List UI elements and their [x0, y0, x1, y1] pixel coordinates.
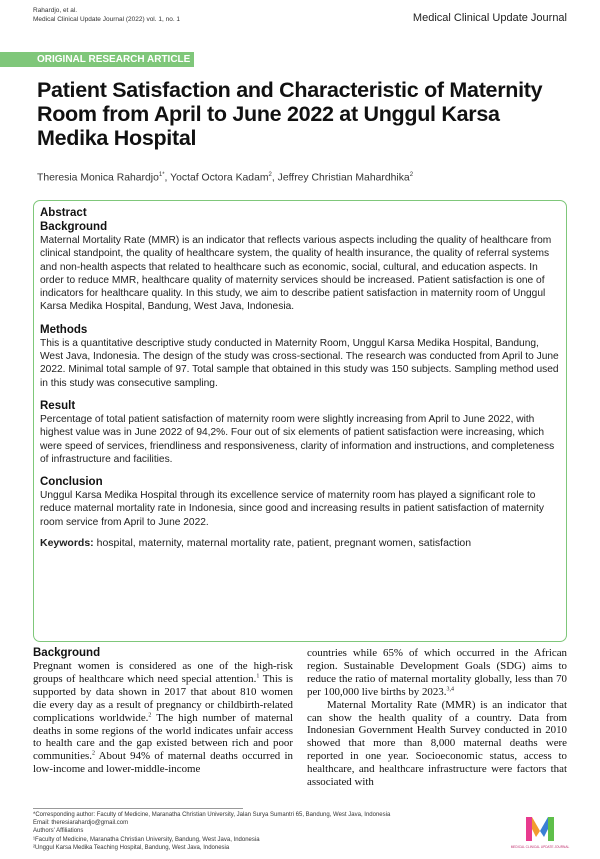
abstract-conclusion-heading: Conclusion — [40, 476, 103, 489]
affiliation-2: ²Unggul Karsa Medika Teaching Hospital, Bandung, West Java, Indonesia — [33, 844, 230, 851]
abstract-conclusion-text: Unggul Karsa Medika Hospital through its excellence service of maternity room has played a significant role to reduce maternal mortality rate in Indonesia, since good and increasing results in patient satisfaction of maternity room service from April to June 2022. — [40, 490, 544, 528]
journal-logo — [510, 811, 570, 855]
running-author: Rahardjo, et al. — [33, 7, 78, 14]
logo-caption: MEDICAL CLINICAL UPDATE JOURNAL — [510, 845, 570, 849]
abstract-result-text: Percentage of total patient satisfaction of maternity room were slightly increasing from April to June 2022, with highest value was in June 2022 of 94,2%. Four out of six elements of patient satisfaction were increasing, which were speed of services, friendliness and responsiveness, clarity of information and instructions, and completeness of infrastructure and facilities. — [40, 413, 555, 465]
keywords-label: Keywords: — [40, 537, 94, 550]
author-3-affil: 2 — [409, 172, 414, 178]
citation-3: 2 — [91, 750, 95, 757]
author-2-affil: 2 — [268, 172, 272, 178]
abstract-background-text: Maternal Mortality Rate (MMR) is an indicator that reflects various aspects including the quality of healthcare from clinical standpoint, the quality of healthcare system, the quality of health insurance, the quality of referral systems and non-health aspects that related to healthcare such as economic, social, cultural, and education aspects. In order to reduce MMR, healthcare quality of maternity services should be increased. Patient satisfaction is one of indicators for healthcare quality. In this study, we aim to describe patient satisfaction in maternity room of Unggul Karsa Medika Hospital, Bandung, West Java, Indonesia. — [40, 235, 552, 313]
body-text-4: About 94% of maternal deaths occurred in low-income and lower-middle-income — [33, 750, 293, 776]
running-header — [33, 6, 180, 24]
body-right-column — [307, 647, 567, 789]
journal-name: Medical Clinical Update Journal — [412, 12, 567, 24]
affiliations-label: Authors' Affiliations — [33, 828, 84, 835]
abstract-result-heading: Result — [40, 399, 76, 412]
footnotes — [33, 811, 390, 852]
footnote-divider — [33, 808, 243, 809]
author-email: Email: theresiarahardjo@gmail.com — [33, 820, 129, 827]
logo-diag-left — [532, 817, 540, 837]
corresponding-author: *Corresponding author: Faculty of Medicine, Maranatha Christian University, Jalan Surya Sumantri 65, Bandung, West Java, Indonesia — [33, 812, 391, 818]
abstract-background-heading: Background — [40, 221, 108, 233]
body-right-paragraph-2: Maternal Mortality Rate (MMR) is an indicator that can show the health quality of a country. Data from Indonesian Government Health Survey conducted in 2010 showed that more than 8,000 maternal deaths were reported in one year. Socioeconomic status, access to healthcare, and healthcare infrastructure were factors that associated with — [307, 698, 567, 789]
logo-bar-left — [526, 817, 532, 841]
logo-diag-right — [540, 817, 548, 837]
author-3: , Jeffrey Christian Mahardhika — [271, 172, 410, 184]
abstract-heading: Abstract — [40, 207, 87, 219]
article-type-banner: ORIGINAL RESEARCH ARTICLE — [0, 52, 194, 67]
citation-2: 2 — [148, 712, 152, 718]
keywords-text: hospital, maternity, maternal mortality rate, patient, pregnant women, satisfaction — [93, 537, 472, 550]
author-2: , Yoctaf Octora Kadam — [164, 172, 269, 184]
body-text-1: Pregnant women is considered as one of the high-risk groups of healthcare which need special attention. — [33, 660, 293, 685]
logo-bar-right — [548, 817, 554, 841]
abstract-methods-heading: Methods — [40, 323, 88, 336]
author-list — [37, 172, 413, 183]
body-left-column — [33, 647, 293, 776]
author-1: Theresia Monica Rahardjo — [37, 172, 159, 184]
author-1-affil: 1* — [158, 172, 165, 178]
article-title: Patient Satisfaction and Characteristic of Maternity Room from April to June 2022 at Unggul Karsa Medika Hospital — [37, 78, 543, 150]
body-text-2: This is supported by data shown in 2017 that about 810 women die every day as a result of pregnancy or childbirth-related complications worldwide. — [33, 672, 294, 724]
body-text-5: countries while 65% of which occurred in the African region. Sustainable Development Goals (SDG) aims to reduce the ratio of maternal mortality globally, less than 70 per 100,000 live births by 2023. — [307, 647, 567, 698]
body-left-paragraph — [33, 660, 293, 776]
keywords — [40, 537, 560, 549]
abstract-methods-text: This is a quantitative descriptive study conducted in Maternity Room, Unggul Karsa Medika Hospital, Bandung, West Java, Indonesia. The design of the study was cross-sectional. The research was conducted from April to June 2022. Minimal total sample of 97. Total sample that obtained in this study was 150 subjects. Sampling method used in this study was consecutive sampling. — [40, 337, 559, 389]
journal-citation: Medical Clinical Update Journal (2022) vol. 1, no. 1 — [33, 16, 181, 23]
citation-1: 1 — [256, 673, 260, 680]
citation-4: 3,4 — [446, 686, 454, 693]
body-background-heading: Background — [33, 647, 101, 659]
abstract-box — [33, 200, 567, 642]
affiliation-1: ¹Faculty of Medicine, Maranatha Christian University, Bandung, West Java, Indonesia — [33, 836, 260, 843]
body-text-3: The high number of maternal deaths in some regions of the world indicates unfair access to health care and the gap existed between rich and poor communities. — [33, 711, 293, 763]
body-right-paragraph-1 — [307, 647, 567, 699]
